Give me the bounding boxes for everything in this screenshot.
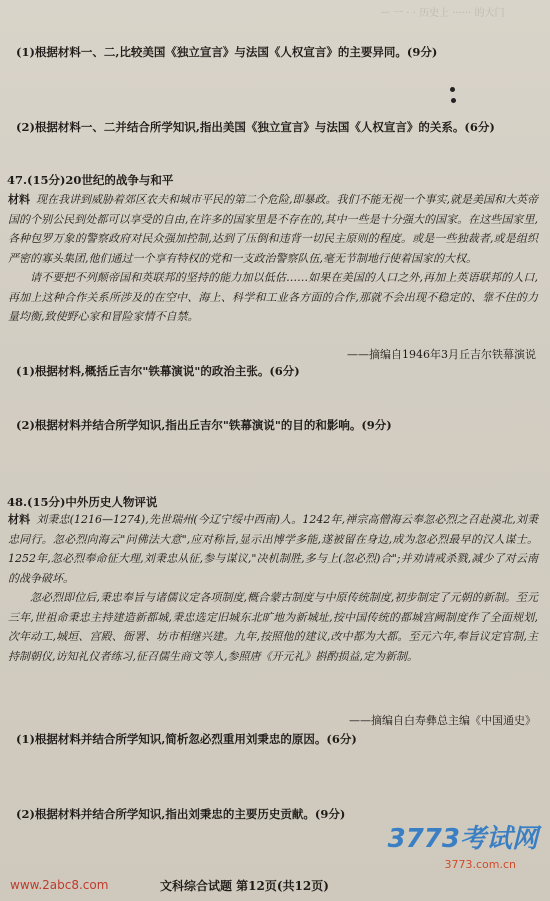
q46-sub2: (2)根据材料一、二并结合所学知识,指出美国《独立宣言》与法国《人权宣言》的关系。(6分) [16,120,495,134]
q47-source: ——摘编自1946年3月丘吉尔铁幕演说 [347,348,536,361]
watermark-sub: 3773.com.cn [444,858,516,871]
q47-material-label: 材料 [8,193,30,206]
q47-material [8,190,538,327]
watermark-main: 3773考试网 [387,824,538,854]
q47-sub1: (1)根据材料,概括丘吉尔"铁幕演说"的政治主张。(6分) [16,364,300,378]
q48-sub2: (2)根据材料并结合所学知识,指出刘秉忠的主要历史贡献。(9分) [16,807,346,821]
q48-material-p1: 刘秉忠(1216—1274),先世瑞州(今辽宁绥中西南)人。1242年,禅宗高僧海云奉忽必烈之召赴漠北,刘秉忠同行。忽必烈向海云"问佛法大意",应对称旨,显示出博学多能,遂被留在身边,成为忽必烈最早的汉人谋士。1252年,忽必烈奉命征大理,刘秉忠从征,参与谋议,"决机制胜,多与上(忽必烈)合";并劝请戒杀戮,减少了对云南的战争破坏。 [8,513,538,585]
footer-url: www.2abc8.com [10,878,109,892]
q48-sub1: (1)根据材料并结合所学知识,简析忽必烈重用刘秉忠的原因。(6分) [16,732,357,746]
q46-sub1: (1)根据材料一、二,比较美国《独立宣言》与法国《人权宣言》的主要异同。(9分) [16,45,438,59]
page-footer [0,875,550,897]
q47-heading: 47.(15分)20世纪的战争与和平 [7,173,174,187]
footer-page-number: 文科综合试题 第12页(共12页) [160,879,329,893]
bleed-through-text: ー 一 · · 历史上 ······ 的大门 [380,8,505,19]
q48-material-p2: 忽必烈即位后,秉忠奉旨与诸儒议定各项制度,概合蒙古制度与中原传统制度,初步制定了元朝的新制。至元三年,世祖命秉忠主持建造新都城,秉忠选定旧城东北旷地为新城址,按中国传统的都城宫阙制度作了全面规划,次年动工,城垣、宫殿、衙署、坊市相继兴建。九年,按照他的建议,改中都为大都。至元六年,奉旨议定官制,主持制朝仪,访知礼仪者练习,征召儒生商文等人,参照唐《开元礼》斟酌损益,定为新制。 [8,591,538,663]
q47-sub2: (2)根据材料并结合所学知识,指出丘吉尔"铁幕演说"的目的和影响。(9分) [16,418,392,432]
ink-dot [450,87,455,92]
q48-source: ——摘编自白寿彝总主编《中国通史》 [349,714,536,727]
q47-material-p2: 请不要把不列颠帝国和英联邦的坚持的能力加以低估……如果在美国的人口之外,再加上英语联邦的人口,再加上这种合作关系所涉及的在空中、海上、科学和工业各方面的合作,那就不会出现不稳定的、靠不住的力量均衡,致使野心家和冒险家情不自禁。 [8,271,538,323]
q48-material-label: 材料 [8,513,31,526]
q47-material-p1: 现在我讲到威胁着郊区农夫和城市平民的第二个危险,即暴政。我们不能无视一个事实,就是美国和大英帝国的个别公民到处都可以享受的自由,在许多的国家里是不存在的,其中一些是十分强大的国家。在这些国家里,各种包罗万象的警察政府对民众强加控制,达到了压倒和违背一切民主原则的程度。或是一些独裁者,或是组织严密的寡头集团,他们通过一个享有特权的党和一支政治警察队伍,毫无节制地行使着国家的大权。 [8,193,538,265]
q48-material [8,510,538,666]
ink-dot [451,98,456,103]
q48-heading: 48.(15分)中外历史人物评说 [7,495,158,509]
